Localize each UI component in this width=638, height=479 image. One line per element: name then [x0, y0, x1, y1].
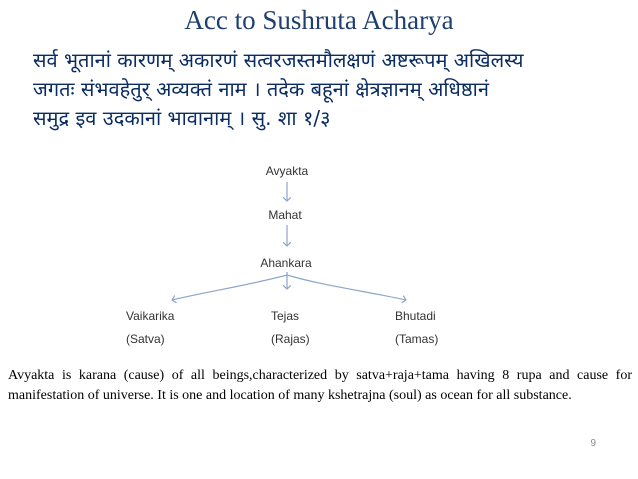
node-tejas	[271, 307, 310, 348]
node-avyakta: Avyakta	[265, 164, 309, 178]
node-vaikarika-quality: (Satva)	[126, 332, 165, 346]
sanskrit-line-1: सर्व भूतानां कारणम् अकारणं सत्वरजस्तमौलक्षणं अष्टरूपम् अखिलस्य	[33, 48, 524, 72]
node-tejas-quality: (Rajas)	[271, 332, 310, 346]
node-vaikarika	[126, 307, 174, 348]
sanskrit-line-2: जगतः संभवहेतुर् अव्यक्तं नाम । तदेक बहूनां क्षेत्रज्ञानम् अधिष्ठानं	[33, 77, 489, 101]
sanskrit-line-3: समुद्र इव उदकानां भावानाम् । सु. शा १/३	[33, 106, 331, 130]
arrow-ahankara-vaikarika	[172, 275, 287, 300]
node-bhutadi-quality: (Tamas)	[395, 332, 439, 346]
node-bhutadi-name: Bhutadi	[395, 309, 436, 323]
node-ahankara: Ahankara	[260, 256, 312, 270]
page-number: 9	[590, 438, 596, 449]
description-paragraph: Avyakta is karana (cause) of all beings,characterized by satva+raja+tama having 8 rupa and cause for manifestation of universe. It is one and location of many kshetrajna (soul) as ocean for all substance.	[8, 368, 632, 403]
slide-title: Acc to Sushruta Acharya	[184, 5, 454, 35]
node-vaikarika-name: Vaikarika	[126, 309, 175, 323]
node-mahat: Mahat	[268, 208, 302, 222]
arrow-ahankara-bhutadi	[287, 275, 406, 300]
node-bhutadi	[395, 307, 438, 348]
node-tejas-name: Tejas	[271, 309, 300, 323]
